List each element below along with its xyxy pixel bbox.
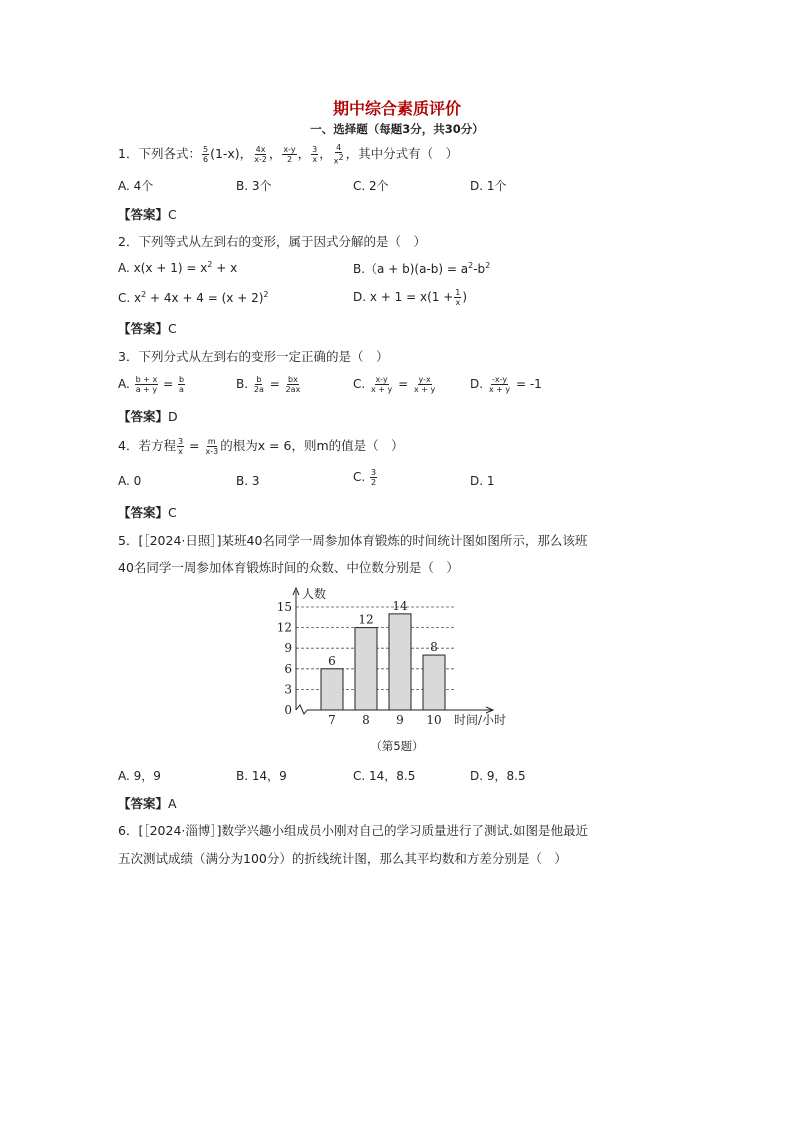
- q2-d-end: ): [462, 290, 468, 304]
- q3-option-b: [236, 375, 302, 394]
- q4-c-label: C.: [353, 470, 366, 484]
- q2-answer: [118, 319, 177, 337]
- q1-t1-num: 5: [202, 144, 209, 154]
- bar-value-label: 14: [392, 598, 408, 613]
- q3-b-rd: 2ax: [285, 385, 301, 394]
- q3-b-left-fraction: [253, 375, 265, 394]
- q2-option-d: [353, 288, 467, 307]
- q2-b-sup2: 2: [485, 261, 491, 270]
- q1-t1-rest: (1-x)，: [210, 145, 253, 161]
- q4-suffix: 的根为x = 6，则m的值是（ ）: [220, 438, 404, 453]
- q3-b-eq: =: [269, 377, 280, 391]
- q1-answer: [118, 205, 177, 223]
- section-heading: 一、选择题（每题3分，共30分）: [310, 122, 484, 136]
- bar-9: [389, 614, 411, 710]
- q1-prefix: 1．下列各式：: [118, 145, 201, 161]
- q3-answer: [118, 407, 178, 425]
- q3-option-d: [470, 375, 542, 394]
- q3-a-ld: a + y: [135, 385, 158, 394]
- q4-l-num: 3: [177, 437, 184, 446]
- q1-t2-num: 4x: [255, 144, 266, 154]
- q2-c-text: C. x: [118, 291, 142, 305]
- y-tick-label: 9: [284, 641, 292, 656]
- q3-a-rd: a: [179, 385, 184, 394]
- q3-c-left-fraction: [370, 375, 393, 394]
- q4-option-d: D. 1: [470, 474, 495, 488]
- q2-a-sup: 2: [207, 260, 213, 269]
- q3-answer-label: 【答案】: [118, 409, 169, 424]
- q1-option-a: A. 4个: [118, 179, 154, 193]
- question-1-stem: 1．下列各式： $\frac{5}{6}$ (1-x)， $\frac{4x}{x-2}$ ， $\frac{x-y}{2}$ ， $\frac{3}{x}$ ， $\frac{4}{x^2}$ ，其中分式有（ ）: [118, 143, 459, 166]
- bar-value-label: 12: [358, 612, 374, 627]
- q4-answer: [118, 503, 177, 521]
- q3-c-right-fraction: [413, 375, 436, 394]
- q5-option-c: C. 14，8.5: [353, 769, 416, 783]
- q1-term1-fraction: [202, 145, 209, 164]
- x-tick-label: 10: [426, 713, 442, 725]
- q4-prefix: 4．若方程: [118, 438, 176, 453]
- q2-d-fraction: [454, 288, 461, 307]
- y-axis-label: 人数: [302, 587, 327, 601]
- q2-d-num: 1: [455, 288, 461, 297]
- q4-c-num: 3: [371, 468, 377, 477]
- q3-a-rn: b: [178, 375, 185, 384]
- q1-t1-den: 6: [202, 154, 209, 164]
- q1-option-b: B. 3个: [236, 179, 272, 193]
- q3-a-right-fraction: [178, 375, 185, 394]
- y-tick-label: 15: [276, 600, 292, 614]
- x-tick-label: 7: [328, 713, 336, 725]
- q5-answer: [118, 794, 177, 812]
- q2-answer-value: C: [168, 321, 177, 336]
- q1-t2-den: x-2: [254, 154, 267, 164]
- q4-l-den: x: [178, 447, 183, 456]
- q1-t3-den: 2: [286, 154, 293, 164]
- bar-chart: [270, 585, 530, 725]
- q5-option-a: A. 9，9: [118, 769, 161, 783]
- q1-answer-label: 【答案】: [118, 207, 169, 222]
- y-tick-label: 0: [284, 703, 292, 717]
- question-5-line2: 40名同学一周参加体育锻炼时间的众数、中位数分别是（ ）: [118, 560, 459, 575]
- q3-b-label: B.: [236, 377, 249, 391]
- q5-option-d: D. 9，8.5: [470, 769, 526, 783]
- question-6-line1: 6．[［2024·淄博］]数学兴趣小组成员小刚对自己的学习质量进行了测试.如图是他最近: [118, 823, 588, 838]
- q3-c-label: C.: [353, 377, 366, 391]
- q4-answer-value: C: [168, 505, 177, 520]
- q4-option-a: A. 0: [118, 474, 142, 488]
- q1-term2-fraction: [253, 145, 268, 164]
- x-axis-label: 时间/小时: [454, 713, 507, 725]
- q1-option-d: D. 1个: [470, 179, 507, 193]
- y-tick-label: 3: [284, 682, 292, 697]
- q1-t5-num: 4: [336, 143, 342, 152]
- q4-left-fraction: [177, 437, 184, 456]
- q3-c-ln: x-y: [375, 375, 388, 384]
- question-6-line2: 五次测试成绩（满分为100分）的折线统计图，那么其平均数和方差分别是（ ）: [118, 851, 567, 866]
- q3-d-ld: x + y: [488, 385, 511, 394]
- q1-suffix: ，其中分式有（ ）: [345, 145, 459, 161]
- q1-t5-den: [333, 153, 345, 166]
- q1-t3-num: x-y: [283, 144, 296, 154]
- q3-option-a: [118, 375, 186, 394]
- q3-b-rn: bx: [288, 375, 298, 384]
- q2-b-sup1: 2: [468, 261, 474, 270]
- q2-d-den: x: [455, 298, 461, 307]
- bar-8: [355, 628, 377, 710]
- q1-term4-fraction: [311, 145, 318, 164]
- q1-term3-fraction: [282, 145, 296, 164]
- figure-caption: （第5题）: [370, 739, 424, 753]
- q4-answer-label: 【答案】: [118, 505, 169, 520]
- question-3-stem: 3．下列分式从左到右的变形一定正确的是（ ）: [118, 349, 389, 364]
- q1-option-c: C. 2个: [353, 179, 389, 193]
- q3-answer-value: D: [168, 409, 178, 424]
- q4-option-c: [353, 468, 378, 487]
- q3-c-rd: x + y: [414, 385, 436, 394]
- q2-d-text: D. x + 1 = x(1 +: [353, 290, 454, 304]
- q1-t5-den-sup: 2: [338, 153, 344, 162]
- q5-answer-label: 【答案】: [118, 796, 169, 811]
- q1-answer-value: C: [168, 207, 177, 222]
- q5-answer-value: A: [168, 796, 177, 811]
- q2-a-end: + x: [212, 261, 238, 275]
- bar-value-label: 6: [328, 653, 336, 668]
- q3-d-left-fraction: [488, 375, 511, 394]
- q3-option-c: [353, 375, 437, 394]
- q1-t4-den: x: [312, 154, 318, 164]
- x-tick-label: 9: [396, 713, 404, 725]
- q3-a-eq: =: [163, 377, 174, 391]
- q2-c-sup: 2: [141, 290, 147, 299]
- q3-c-ld: x + y: [371, 385, 393, 394]
- q1-t4-num: 3: [312, 144, 318, 154]
- x-tick-label: 8: [362, 713, 370, 725]
- q3-b-right-fraction: [285, 375, 302, 394]
- q2-c-sup2: 2: [263, 290, 269, 299]
- q2-c-mid: + 4x + 4 = (x + 2): [146, 291, 264, 305]
- bar-10: [423, 655, 445, 710]
- question-4-stem: 4．若方程 $\frac{3}{x}$ = $\frac{m}{x-3}$ 的根为x = 6，则m的值是（ ）: [118, 437, 404, 456]
- q2-answer-label: 【答案】: [118, 321, 169, 336]
- q4-r-den: x-3: [205, 447, 219, 456]
- axis-break: [296, 705, 307, 714]
- q1-term5-fraction: [333, 143, 345, 166]
- q4-right-fraction: [204, 437, 219, 456]
- q4-c-fraction: [370, 468, 377, 487]
- bar-chart-svg: [270, 585, 530, 725]
- q2-option-c: [118, 290, 269, 305]
- page-title: 期中综合素质评价: [332, 99, 461, 118]
- q5-option-b: B. 14，9: [236, 769, 287, 783]
- q3-c-eq: =: [398, 377, 409, 391]
- q3-d-label: D.: [470, 377, 484, 391]
- bar-value-label: 8: [430, 640, 438, 655]
- q2-a-text: A. x(x + 1) = x: [118, 261, 208, 275]
- q3-a-ln: b + x: [135, 375, 158, 384]
- q3-c-rn: y-x: [418, 375, 431, 384]
- y-tick-label: 6: [284, 661, 292, 676]
- q1-t5-den-base: x: [333, 156, 339, 166]
- q3-d-right: = -1: [515, 377, 542, 391]
- q4-r-num: m: [207, 437, 216, 446]
- y-tick-label: 12: [276, 620, 292, 635]
- q2-b-text: B.（a + b)(a-b) = a: [353, 262, 469, 276]
- q3-a-left-fraction: [135, 375, 159, 394]
- q2-option-b: [353, 260, 490, 277]
- q2-option-a: [118, 260, 237, 275]
- question-2-stem: 2．下列等式从左到右的变形，属于因式分解的是（ ）: [118, 234, 426, 249]
- q2-b-mid: -b: [473, 262, 486, 276]
- q4-option-b: B. 3: [236, 474, 260, 488]
- bar-7: [321, 669, 343, 710]
- chart-bars: [321, 614, 445, 710]
- question-5-line1: 5．[［2024·日照］]某班40名同学一周参加体育锻炼的时间统计图如图所示，那么该班: [118, 533, 588, 548]
- q4-c-den: 2: [371, 478, 377, 487]
- q3-b-ld: 2a: [253, 385, 264, 394]
- q3-d-ln: -x-y: [491, 375, 508, 384]
- q3-a-label: A.: [118, 377, 130, 391]
- q3-b-ln: b: [256, 375, 262, 384]
